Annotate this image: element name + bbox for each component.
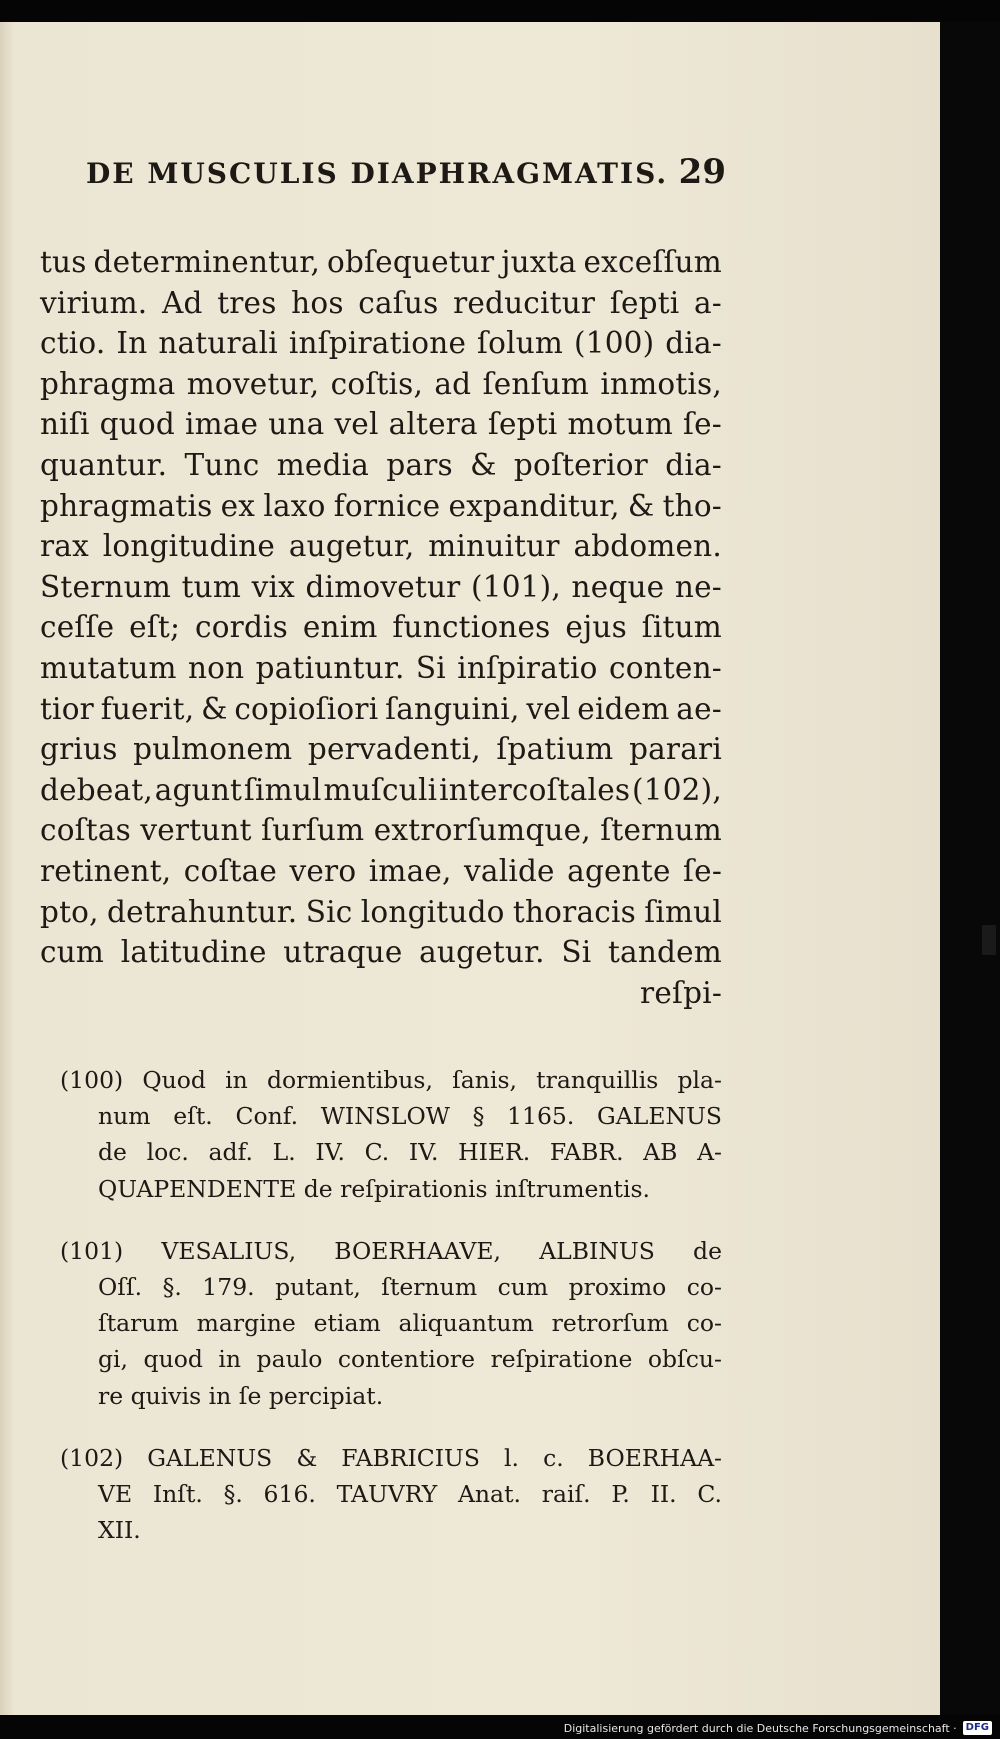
footnote-line: num eſt. Conf. WINSLOW § 1165. GALENUS	[98, 1102, 722, 1131]
footer-text: Digitalisierung gefördert durch die Deutsche Forschungsgemeinschaft ·	[563, 1721, 957, 1735]
catchword: reſpi-	[640, 975, 722, 1010]
footnote-line: Oſſ. §. 179. putant, ſternum cum proximo co-	[98, 1272, 722, 1301]
footnote-line: ſtarum margine etiam aliquantum retrorſum co-	[98, 1309, 722, 1338]
scan-artifact	[982, 925, 996, 955]
footnote	[60, 1440, 722, 1549]
footnote-line: gi, quod in paulo contentiore reſpiratione obſcu-	[98, 1345, 722, 1374]
digitization-footer	[564, 1720, 992, 1736]
footnote	[60, 1233, 722, 1414]
text-line: pto, detrahuntur. Sic longitudo thoracis ſimul	[40, 894, 722, 929]
footnote-line: de loc. adf. L. IV. C. IV. HIER. FABR. AB A-	[98, 1138, 722, 1167]
text-line: phragma movetur, coſtis, ad ſenſum inmotis,	[40, 366, 722, 401]
text-line: rax longitudine augetur, minuitur abdomen.	[40, 529, 722, 564]
running-header	[86, 152, 726, 202]
page-number: 29	[678, 152, 726, 192]
text-line: coſtas vertunt ſurſum extrorſumque, ſternum	[40, 813, 722, 848]
footnote-line: re quivis in ſe percipiat.	[98, 1381, 384, 1410]
text-line: niſi quod imae una vel altera ſepti motum ſe-	[40, 407, 722, 442]
footnote-line: (101) VESALIUS, BOERHAAVE, ALBINUS de	[60, 1236, 722, 1265]
footnote-line: VE Inſt. §. 616. TAUVRY Anat. raiſ. P. II. C.	[98, 1479, 722, 1508]
main-text	[40, 242, 722, 1013]
dfg-logo: DFG	[963, 1721, 992, 1735]
text-line: debeat, agunt ſimul muſculi intercoſtales (102),	[40, 772, 722, 807]
text-line: tus determinentur, obſequetur juxta exceſſum	[40, 245, 722, 279]
footnote-line: XII.	[98, 1516, 141, 1545]
footnote-line: QUAPENDENTE de reſpirationis inſtrumentis.	[98, 1174, 651, 1203]
text-line: tior fuerit, & copioſiori ſanguini, vel eidem ae-	[40, 691, 722, 726]
text-line: phragmatis ex laxo fornice expanditur, & tho-	[40, 488, 722, 523]
text-line: quantur. Tunc media pars & poſterior dia-	[40, 447, 722, 482]
footnote	[60, 1062, 722, 1207]
text-line: mutatum non patiuntur. Si inſpiratio conten-	[40, 650, 722, 685]
text-line: Sternum tum vix dimovetur (101), neque ne-	[40, 569, 722, 604]
text-line: virium. Ad tres hos caſus reducitur ſepti a-	[40, 285, 722, 320]
text-line: grius pulmonem pervadenti, ſpatium parari	[40, 732, 722, 767]
text-line: ceſſe eſt; cordis enim functiones ejus ſitum	[40, 610, 722, 645]
text-line: cum latitudine utraque augetur. Si tandem	[40, 935, 722, 970]
book-page	[0, 22, 940, 1715]
footnote-line: (100) Quod in dormientibus, ſanis, tranquillis pla-	[60, 1066, 722, 1094]
footnote-line: (102) GALENUS & FABRICIUS l. c. BOERHAA-	[60, 1443, 722, 1472]
text-line: retinent, coſtae vero imae, valide agente ſe-	[40, 853, 722, 888]
scan-border	[940, 22, 1000, 1715]
footnotes	[60, 1062, 722, 1574]
page-title: DE MUSCULIS DIAPHRAGMATIS.	[86, 157, 669, 190]
text-line: ctio. In naturali inſpiratione ſolum (100) dia-	[40, 326, 722, 361]
